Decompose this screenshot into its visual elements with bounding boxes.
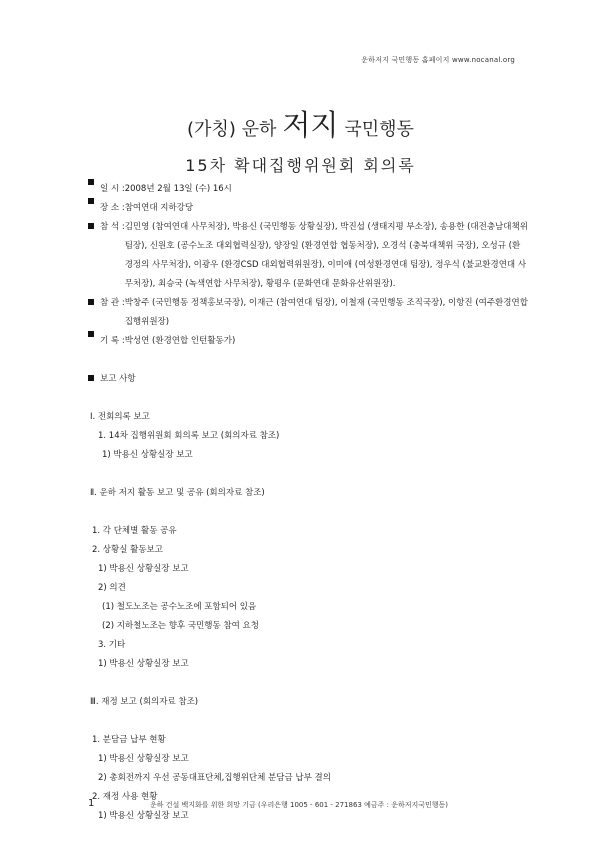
section-2-item-2-1: 1) 박용신 상황실장 보고 <box>98 564 189 574</box>
report-heading <box>88 370 528 389</box>
section-3-item-1-2: 2) 총회전까지 우선 공동대표단체,집행위단체 분담금 납부 결의 <box>98 773 331 783</box>
title-prefix: (가칭) 운하 <box>187 119 277 140</box>
meta-date <box>88 180 528 199</box>
section-2-item-2-2a: (1) 철도노조는 공수노조에 포함되어 있음 <box>102 602 257 612</box>
section-2-item-3: 3. 기타 <box>98 640 126 650</box>
footer-text: 운하 건설 백지화를 위한 희망 기금 (우리은행 1005 - 601 - 271863 예금주 : 운하저지국민행동) <box>150 801 449 809</box>
doc-subtitle: 15차 확대집행위원회 회의록 <box>185 156 416 175</box>
section-3-item-1-1: 1) 박용신 상황실장 보고 <box>98 754 189 764</box>
meta-place <box>88 199 528 218</box>
section-2-item-2: 2. 상황실 활동보고 <box>92 545 163 555</box>
bullet-square-icon <box>88 331 94 337</box>
meta-record <box>88 332 528 351</box>
title-emph: 저지 <box>282 108 339 142</box>
meta-absent-val: 박창주 (국민행동 정책홍보국장), 이재근 (참여연대 팀장), 이철재 (국민행동 조직국장), 이항진 (여주환경연합 집행위원장) <box>124 298 528 327</box>
section-2-item-3-1: 1) 박용신 상황실장 보고 <box>98 659 189 669</box>
section-1-title: Ⅰ. 전회의록 보고 <box>90 412 150 422</box>
bullet-square-icon <box>88 223 94 229</box>
title-suffix: 국민행동 <box>344 119 414 140</box>
bullet-square-icon <box>88 299 94 305</box>
meta-place-val: 참여연대 지하강당 <box>124 203 194 213</box>
meta-date-val: 2008년 2월 13일 (수) 16시 <box>124 184 232 194</box>
section-3-item-2: 2. 재정 사용 현황 <box>92 792 158 802</box>
bullet-square-icon <box>88 198 94 204</box>
meta-absent <box>88 294 528 332</box>
section-1-item-1-1: 1) 박용신 상황실장 보고 <box>102 450 193 460</box>
section-2-item-2-2b: (2) 지하철노조는 향후 국민행동 참여 요청 <box>102 621 259 631</box>
meta-attend <box>88 218 528 294</box>
document-body <box>88 180 528 826</box>
meta-place-key: 장 소 : <box>100 203 125 213</box>
report-heading-label: 보고 사항 <box>100 374 136 384</box>
section-3-title: Ⅲ. 재정 보고 (회의자료 참조) <box>90 697 199 707</box>
bullet-square-icon <box>88 179 94 185</box>
section-3-item-1: 1. 분담금 납부 현황 <box>92 735 166 745</box>
header-site: 운하저지 국민행동 홈페이지 www.nocanal.org <box>361 56 515 64</box>
meta-record-val: 박성연 (환경연합 인턴활동가) <box>124 336 236 346</box>
section-2-title: Ⅱ. 운하 저지 활동 보고 및 공유 (회의자료 참조) <box>90 488 265 498</box>
bullet-square-icon <box>88 375 94 381</box>
doc-title <box>0 103 601 144</box>
section-2-item-1: 1. 각 단체별 활동 공유 <box>92 526 177 536</box>
meta-date-key: 일 시 : <box>100 184 125 194</box>
meta-attend-key: 참 석 : <box>100 222 125 232</box>
section-1-item-1: 1. 14차 집행위원회 회의록 보고 (회의자료 참조) <box>98 431 280 441</box>
section-2-item-2-2: 2) 의견 <box>98 583 126 593</box>
meta-absent-key: 참 관 : <box>100 298 125 308</box>
meta-record-key: 기 록 : <box>100 336 125 346</box>
section-3-item-2-1: 1) 박용신 상황실장 보고 <box>98 811 189 821</box>
page-number: 1 <box>88 798 95 809</box>
meta-attend-val: 김민영 (참여연대 사무처장), 박용신 (국민행동 상황실장), 박진섭 (생태지평 부소장), 송용한 (대전충남대책위 팀장), 신원호 (공수노조 대외협력실장), 양장일 (환경연합 협동처장), 오경석 (충북대책위 국장), 오성규 (환경정의 사무처장), 이광우 (환경CSD 대외협력위원장), 이미애 (여성환경연대 팀장), 정우식 (불교환경연대 사무처장), 최승국 (녹색연합 사무처장), 황평우 (문화연대 문화유산위원장). <box>124 222 528 289</box>
